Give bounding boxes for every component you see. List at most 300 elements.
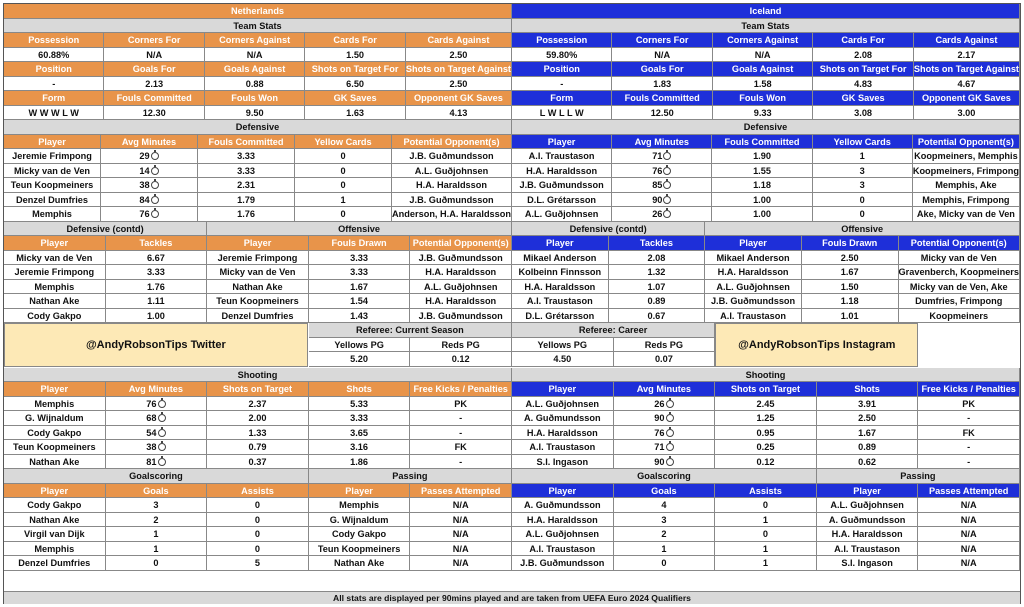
column-header: Fouls Committed [712, 135, 812, 150]
minutes-value: 26 [652, 209, 663, 219]
player-name: G. Wijnaldum [4, 411, 106, 426]
player-name: Nathan Ake [4, 455, 106, 470]
table-cell: 1.25 [715, 411, 817, 426]
column-header: Player [705, 236, 802, 251]
stat-value: 59.80% [512, 48, 612, 63]
column-header: Player [512, 382, 614, 397]
player-name: Nathan Ake [207, 280, 309, 295]
table-cell: H.A. Haraldsson [410, 294, 512, 309]
stopwatch-icon [666, 443, 674, 451]
minutes-value: 54 [146, 427, 157, 438]
column-header: Player [512, 484, 614, 499]
table-cell: N/A [410, 556, 512, 571]
column-header: Tackles [106, 236, 208, 251]
table-cell: 1 [813, 149, 913, 164]
stopwatch-icon [666, 458, 674, 466]
table-cell: 0.95 [715, 426, 817, 441]
stat-value: N/A [713, 48, 813, 63]
stat-value: L W L L W [512, 106, 612, 121]
table-cell: - [410, 455, 512, 470]
table-cell: 0 [614, 556, 716, 571]
table-cell: 1.50 [802, 280, 899, 295]
avg-minutes [614, 455, 716, 470]
stat-header: Fouls Committed [104, 91, 204, 106]
player-name: Micky van de Ven [4, 251, 106, 266]
player-name: H.A. Haraldsson [705, 265, 802, 280]
stat-header: Corners Against [713, 33, 813, 48]
stopwatch-icon [151, 210, 159, 218]
minutes-value: 76 [146, 398, 157, 409]
table-cell: PK [410, 397, 512, 412]
section-title: Defensive (contd) [4, 222, 207, 237]
section-title: Offensive [705, 222, 1020, 237]
avg-minutes [106, 411, 208, 426]
stat-header: Opponent GK Saves [914, 91, 1020, 106]
table-cell: 0 [295, 149, 392, 164]
table-cell: Anderson, H.A. Haraldsson [392, 207, 512, 222]
table-cell: 1.00 [712, 193, 812, 208]
table-cell: 1 [715, 556, 817, 571]
player-name: Cody Gakpo [4, 426, 106, 441]
column-header: Player [4, 135, 101, 150]
column-header: Reds PG [410, 338, 512, 353]
team-name: Iceland [512, 4, 1020, 19]
stat-value: 12.30 [104, 106, 204, 121]
stopwatch-icon [151, 152, 159, 160]
stat-value: W W W L W [4, 106, 104, 121]
player-name: S.I. Ingason [512, 455, 614, 470]
stat-header: Cards Against [406, 33, 512, 48]
table-cell: N/A [918, 527, 1020, 542]
nl-goalscoring-passing-table [4, 469, 512, 571]
table-cell: 2.50 [802, 251, 899, 266]
table-cell: 1 [614, 542, 716, 557]
column-header: Tackles [609, 236, 706, 251]
section-title: Team Stats [4, 19, 512, 34]
table-cell: N/A [410, 542, 512, 557]
stopwatch-icon [158, 414, 166, 422]
table-cell: 2.31 [198, 178, 295, 193]
table-cell: 0 [813, 207, 913, 222]
stopwatch-icon [151, 167, 159, 175]
minutes-value: 84 [139, 194, 150, 205]
player-name: Memphis [309, 498, 411, 513]
table-cell: 1.79 [198, 193, 295, 208]
minutes-value: 29 [139, 151, 150, 161]
table-cell: 2.00 [207, 411, 309, 426]
table-cell: Memphis, Ake [913, 178, 1020, 193]
table-cell: - [410, 411, 512, 426]
table-cell: 1.07 [609, 280, 706, 295]
table-cell: 2.08 [609, 251, 706, 266]
stat-header: Possession [4, 33, 104, 48]
column-header: Yellow Cards [813, 135, 913, 150]
stat-header: Opponent GK Saves [406, 91, 512, 106]
table-cell: Micky van de Ven [899, 251, 1021, 266]
table-cell: 0 [715, 498, 817, 513]
table-cell: 1 [715, 513, 817, 528]
minutes-value: 76 [654, 427, 665, 438]
stopwatch-icon [663, 210, 671, 218]
table-cell: 1.86 [309, 455, 411, 470]
column-header: Avg Minutes [106, 382, 208, 397]
minutes-value: 26 [654, 398, 665, 409]
table-cell: H.A. Haraldsson [410, 265, 512, 280]
player-name: Teun Koopmeiners [309, 542, 411, 557]
table-cell: 3.33 [106, 265, 208, 280]
table-cell: - [918, 455, 1020, 470]
avg-minutes [106, 426, 208, 441]
table-cell: N/A [410, 513, 512, 528]
table-cell: 3.33 [198, 149, 295, 164]
table-cell: 0 [715, 527, 817, 542]
stat-header: Goals Against [205, 62, 305, 77]
section-title: Offensive [207, 222, 512, 237]
table-cell: Koopmeiners, Frimpong [913, 164, 1020, 179]
column-header: Player [4, 382, 106, 397]
minutes-value: 81 [146, 456, 157, 467]
table-cell: 3.33 [309, 265, 411, 280]
stopwatch-icon [663, 181, 671, 189]
stat-header: GK Saves [305, 91, 405, 106]
column-header: Potential Opponent(s) [899, 236, 1021, 251]
avg-minutes [612, 193, 712, 208]
player-name: D.L. Grétarsson [512, 193, 612, 208]
avg-minutes [614, 440, 716, 455]
table-cell: 0.89 [817, 440, 919, 455]
table-cell: 3.16 [309, 440, 411, 455]
avg-minutes [101, 178, 198, 193]
stat-value: 1.63 [305, 106, 405, 121]
table-cell: 3.65 [309, 426, 411, 441]
player-name: H.A. Haraldsson [512, 513, 614, 528]
player-name: Nathan Ake [4, 513, 106, 528]
player-name: A.L. Guðjohnsen [512, 397, 614, 412]
table-cell: H.A. Haraldsson [392, 178, 512, 193]
table-cell: 1.54 [309, 294, 411, 309]
table-cell: 3 [813, 178, 913, 193]
table-cell: 0 [295, 178, 392, 193]
column-header: Potential Opponent(s) [392, 135, 512, 150]
table-cell: 0.07 [614, 352, 716, 367]
stopwatch-icon [158, 458, 166, 466]
stopwatch-icon [151, 181, 159, 189]
table-cell: N/A [918, 542, 1020, 557]
stat-value: 3.00 [914, 106, 1020, 121]
stat-header: Position [512, 62, 612, 77]
table-cell: 0.67 [609, 309, 706, 324]
player-name: J.B. Guðmundsson [705, 294, 802, 309]
table-cell: 0.79 [207, 440, 309, 455]
table-cell: 0 [106, 556, 208, 571]
table-cell: 3 [813, 164, 913, 179]
stat-value: - [512, 77, 612, 92]
is-defensive-table [512, 120, 1020, 222]
section-title: Referee: Career [512, 323, 715, 338]
table-cell: J.B. Guðmundsson [410, 309, 512, 324]
player-name: A.I. Traustason [512, 149, 612, 164]
section-title: Team Stats [512, 19, 1020, 34]
player-name: Jeremie Frimpong [4, 265, 106, 280]
table-cell: 0 [295, 207, 392, 222]
player-name: H.A. Haraldsson [817, 527, 919, 542]
table-cell: 5.20 [309, 352, 411, 367]
player-name: Micky van de Ven [207, 265, 309, 280]
table-cell: 0.12 [715, 455, 817, 470]
table-cell: 1.00 [106, 309, 208, 324]
table-cell: 1.67 [309, 280, 411, 295]
player-name: Jeremie Frimpong [4, 149, 101, 164]
table-cell: 3 [106, 498, 208, 513]
stat-value: 2.50 [406, 77, 512, 92]
table-cell: 3.33 [309, 251, 411, 266]
table-cell: PK [918, 397, 1020, 412]
stopwatch-icon [151, 196, 159, 204]
player-name: D.L. Grétarsson [512, 309, 609, 324]
avg-minutes [612, 178, 712, 193]
stopwatch-icon [158, 429, 166, 437]
table-cell: N/A [918, 513, 1020, 528]
table-cell: 1.76 [106, 280, 208, 295]
stat-value: 3.08 [813, 106, 913, 121]
column-header: Shots on Target [715, 382, 817, 397]
table-cell: J.B. Guðmundsson [392, 193, 512, 208]
stat-header: Corners For [104, 33, 204, 48]
table-cell: A.L. Guðjohnsen [410, 280, 512, 295]
column-header: Avg Minutes [612, 135, 712, 150]
stat-header: Cards Against [914, 33, 1020, 48]
table-cell: Koopmeiners, Memphis [913, 149, 1020, 164]
stat-header: Cards For [305, 33, 405, 48]
table-cell: 1.90 [712, 149, 812, 164]
player-name: A.L. Guðjohnsen [512, 527, 614, 542]
column-header: Player [512, 135, 612, 150]
table-cell: 1 [106, 527, 208, 542]
table-cell: Micky van de Ven, Ake [899, 280, 1021, 295]
column-header: Avg Minutes [614, 382, 716, 397]
player-name: A. Guðmundsson [817, 513, 919, 528]
promo-banner: @AndyRobsonTips Twitter [4, 323, 308, 367]
column-header: Yellows PG [309, 338, 411, 353]
column-header: Player [512, 236, 609, 251]
column-header: Fouls Drawn [309, 236, 411, 251]
column-header: Shots [817, 382, 919, 397]
minutes-value: 90 [654, 456, 665, 467]
table-cell: Koopmeiners [899, 309, 1021, 324]
stat-value: 4.67 [914, 77, 1020, 92]
player-name: Denzel Dumfries [4, 193, 101, 208]
table-cell: 1.00 [712, 207, 812, 222]
column-header: Yellow Cards [295, 135, 392, 150]
table-cell: J.B. Guðmundsson [410, 251, 512, 266]
stat-value: 2.17 [914, 48, 1020, 63]
table-cell: Ake, Micky van de Ven [913, 207, 1020, 222]
stat-header: Goals For [612, 62, 712, 77]
is-goalscoring-passing-table [512, 469, 1020, 571]
player-name: J.B. Guðmundsson [512, 556, 614, 571]
player-name: Memphis [4, 397, 106, 412]
stat-value: 2.08 [813, 48, 913, 63]
player-name: Cody Gakpo [4, 309, 106, 324]
minutes-value: 71 [654, 442, 665, 452]
player-name: Mikael Anderson [705, 251, 802, 266]
section-title: Defensive [512, 120, 1020, 135]
player-name: Nathan Ake [4, 294, 106, 309]
stopwatch-icon [666, 429, 674, 437]
minutes-value: 38 [139, 180, 150, 190]
table-cell: 1.43 [309, 309, 411, 324]
section-title: Goalscoring [512, 469, 817, 484]
table-cell: 1.67 [817, 426, 919, 441]
table-cell: FK [410, 440, 512, 455]
player-name: Denzel Dumfries [207, 309, 309, 324]
nl-defensive-table [4, 120, 512, 222]
player-name: Kolbeinn Finnsson [512, 265, 609, 280]
minutes-value: 38 [146, 442, 157, 452]
is-defensive-offensive-table [512, 222, 1020, 324]
column-header: Player [309, 484, 411, 499]
player-name: A.L. Guðjohnsen [512, 207, 612, 222]
table-cell: FK [918, 426, 1020, 441]
player-name: J.B. Guðmundsson [512, 178, 612, 193]
stat-header: Possession [512, 33, 612, 48]
player-name: A.I. Traustason [512, 440, 614, 455]
player-name: G. Wijnaldum [309, 513, 411, 528]
column-header: Goals [106, 484, 208, 499]
player-name: Denzel Dumfries [4, 556, 106, 571]
column-header: Player [817, 484, 919, 499]
avg-minutes [106, 455, 208, 470]
player-name: A. Guðmundsson [512, 411, 614, 426]
table-cell: 1.76 [198, 207, 295, 222]
nl-shooting-table [4, 368, 512, 470]
table-cell: 0.62 [817, 455, 919, 470]
stat-header: Cards For [813, 33, 913, 48]
table-cell: 4.50 [512, 352, 614, 367]
table-cell: 2 [106, 513, 208, 528]
table-cell: 0 [813, 193, 913, 208]
minutes-value: 14 [139, 165, 150, 176]
stats-sheet [3, 3, 1021, 604]
table-cell: 0.25 [715, 440, 817, 455]
column-header: Assists [207, 484, 309, 499]
stat-header: Goals Against [713, 62, 813, 77]
table-cell: 1 [715, 542, 817, 557]
stat-header: Fouls Won [713, 91, 813, 106]
column-header: Player [207, 236, 309, 251]
stat-value: 9.33 [713, 106, 813, 121]
section-title: Passing [309, 469, 512, 484]
column-header: Shots on Target [207, 382, 309, 397]
table-cell: 0.37 [207, 455, 309, 470]
nl-referee-table [309, 323, 512, 367]
column-header: Goals [614, 484, 716, 499]
avg-minutes [614, 411, 716, 426]
avg-minutes [101, 164, 198, 179]
column-header: Free Kicks / Penalties [410, 382, 512, 397]
table-cell: - [918, 411, 1020, 426]
stat-value: 12.50 [612, 106, 712, 121]
player-name: A.I. Traustason [817, 542, 919, 557]
table-cell: 2.50 [817, 411, 919, 426]
column-header: Assists [715, 484, 817, 499]
section-title: Defensive [4, 120, 512, 135]
minutes-value: 90 [652, 194, 663, 205]
player-name: H.A. Haraldsson [512, 164, 612, 179]
stat-header: Shots on Target For [305, 62, 405, 77]
stat-value: 1.50 [305, 48, 405, 63]
player-name: Teun Koopmeiners [4, 178, 101, 193]
minutes-value: 90 [654, 413, 665, 423]
table-cell: Gravenberch, Koopmeiners [899, 265, 1021, 280]
stat-value: 4.83 [813, 77, 913, 92]
table-cell: 6.67 [106, 251, 208, 266]
stat-value: 2.50 [406, 48, 512, 63]
table-cell: 3 [614, 513, 716, 528]
table-cell: 1 [106, 542, 208, 557]
section-title: Goalscoring [4, 469, 309, 484]
minutes-value: 76 [139, 209, 150, 219]
table-cell: 1.32 [609, 265, 706, 280]
stat-value: 4.13 [406, 106, 512, 121]
table-cell: 0 [207, 542, 309, 557]
player-name: A.I. Traustason [512, 542, 614, 557]
column-header: Passes Attempted [410, 484, 512, 499]
stopwatch-icon [666, 414, 674, 422]
minutes-value: 85 [652, 180, 663, 190]
avg-minutes [106, 397, 208, 412]
table-cell: 5.33 [309, 397, 411, 412]
column-header: Shots [309, 382, 411, 397]
section-title: Defensive (contd) [512, 222, 705, 237]
stat-value: 1.58 [713, 77, 813, 92]
stopwatch-icon [158, 400, 166, 408]
stat-header: GK Saves [813, 91, 913, 106]
table-cell: 1 [295, 193, 392, 208]
column-header: Player [4, 236, 106, 251]
player-name: H.A. Haraldsson [512, 426, 614, 441]
avg-minutes [101, 193, 198, 208]
table-cell: - [918, 440, 1020, 455]
section-title: Referee: Current Season [309, 323, 512, 338]
player-name: A.L. Guðjohnsen [705, 280, 802, 295]
avg-minutes [612, 149, 712, 164]
stat-header: Shots on Target Against [914, 62, 1020, 77]
table-cell: 3.33 [198, 164, 295, 179]
avg-minutes [614, 397, 716, 412]
player-name: A.I. Traustason [512, 294, 609, 309]
stat-value: 9.50 [205, 106, 305, 121]
stat-header: Shots on Target Against [406, 62, 512, 77]
table-cell: 1.01 [802, 309, 899, 324]
stat-value: 1.83 [612, 77, 712, 92]
avg-minutes [614, 426, 716, 441]
column-header: Player [4, 484, 106, 499]
stat-header: Goals For [104, 62, 204, 77]
stat-value: 2.13 [104, 77, 204, 92]
player-name: Virgil van Dijk [4, 527, 106, 542]
column-header: Yellows PG [512, 338, 614, 353]
minutes-value: 76 [652, 165, 663, 176]
section-title: Passing [817, 469, 1020, 484]
player-name: S.I. Ingason [817, 556, 919, 571]
table-cell: N/A [410, 527, 512, 542]
section-title: Shooting [512, 368, 1020, 383]
table-cell: 0 [207, 513, 309, 528]
table-cell: 2 [614, 527, 716, 542]
player-name: Mikael Anderson [512, 251, 609, 266]
stat-header: Fouls Won [205, 91, 305, 106]
